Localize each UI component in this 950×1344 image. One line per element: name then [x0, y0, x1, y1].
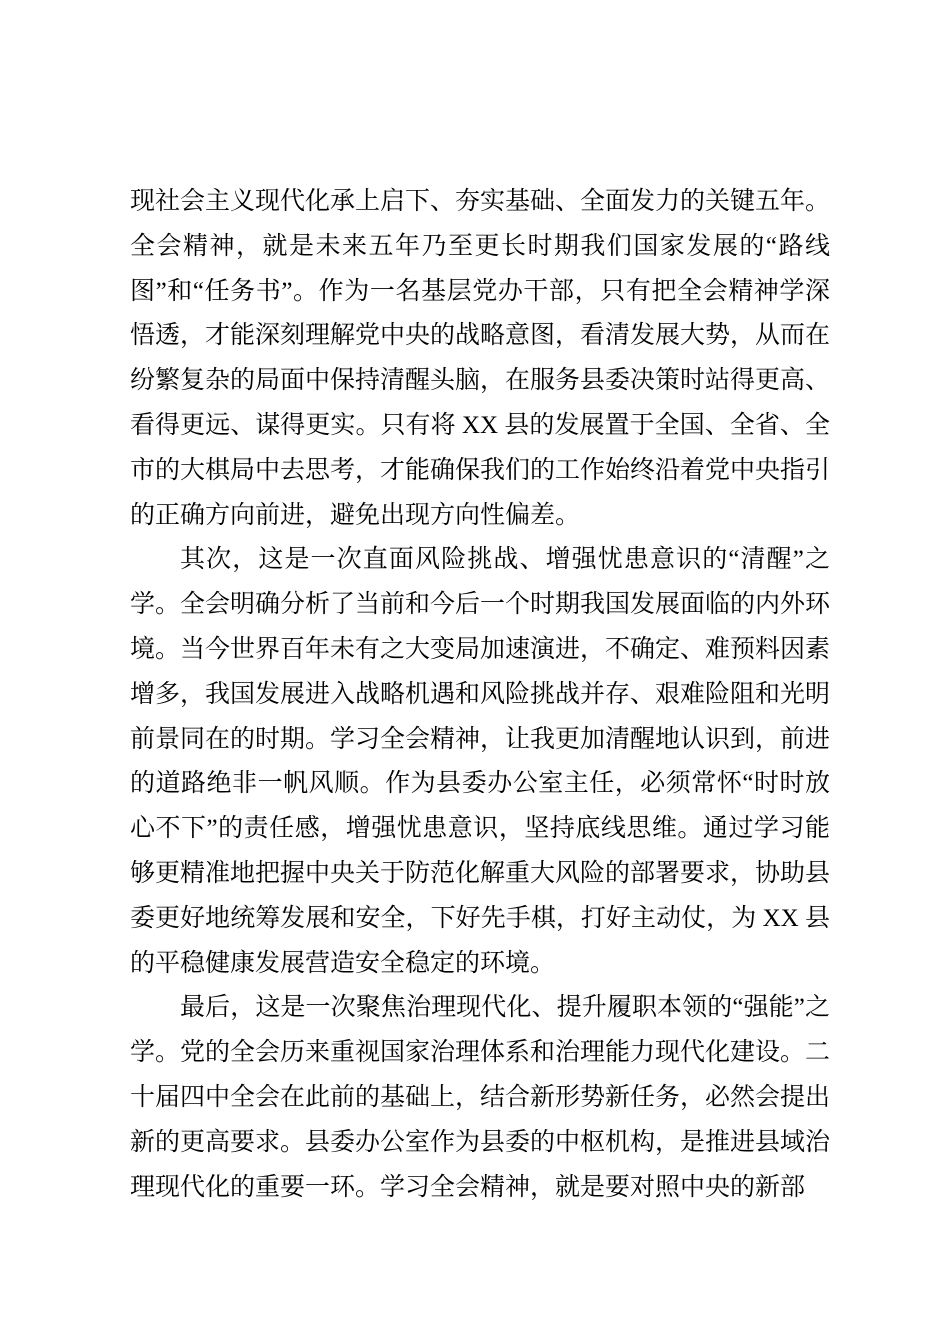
body-paragraph: 其次，这是一次直面风险挑战、增强忧患意识的“清醒”之学。全会明确分析了当前和今后一个时期我国发展面临的内外环境。当今世界百年未有之大变局加速演进，不确定、难预料因素增多，我国发展进入战略机遇和风险挑战并存、艰难险阻和光明前景同在的时期。学习全会精神，让我更加清醒地认识到，前进的道路绝非一帆风顺。作为县委办公室主任，必须常怀“时时放心不下”的责任感，增强忧患意识，坚持底线思维。通过学习能够更精准地把握中央关于防范化解重大风险的部署要求，协助县委更好地统筹发展和安全，下好先手棋，打好主动仗，为 XX 县的平稳健康发展营造安全稳定的环境。: [130, 546, 831, 977]
body-paragraph: 现社会主义现代化承上启下、夯实基础、全面发力的关键五年。全会精神，就是未来五年乃至更长时期我们国家发展的“路线图”和“任务书”。作为一名基层党办干部，只有把全会精神学深悟透，才能深刻理解党中央的战略意图，看清发展大势，从而在纷繁复杂的局面中保持清醒头脑，在服务县委决策时站得更高、看得更远、谋得更实。只有将 XX 县的发展置于全国、全省、全市的大棋局中去思考，才能确保我们的工作始终沿着党中央指引的正确方向前进，避免出现方向性偏差。: [130, 188, 831, 529]
body-paragraph: 最后，这是一次聚焦治理现代化、提升履职本领的“强能”之学。党的全会历来重视国家治理体系和治理能力现代化建设。二十届四中全会在此前的基础上，结合新形势新任务，必然会提出新的更高要求。县委办公室作为县委的中枢机构，是推进县域治理现代化的重要一环。学习全会精神，就是要对照中央的新部: [130, 994, 831, 1201]
document-body: [130, 180, 830, 1210]
